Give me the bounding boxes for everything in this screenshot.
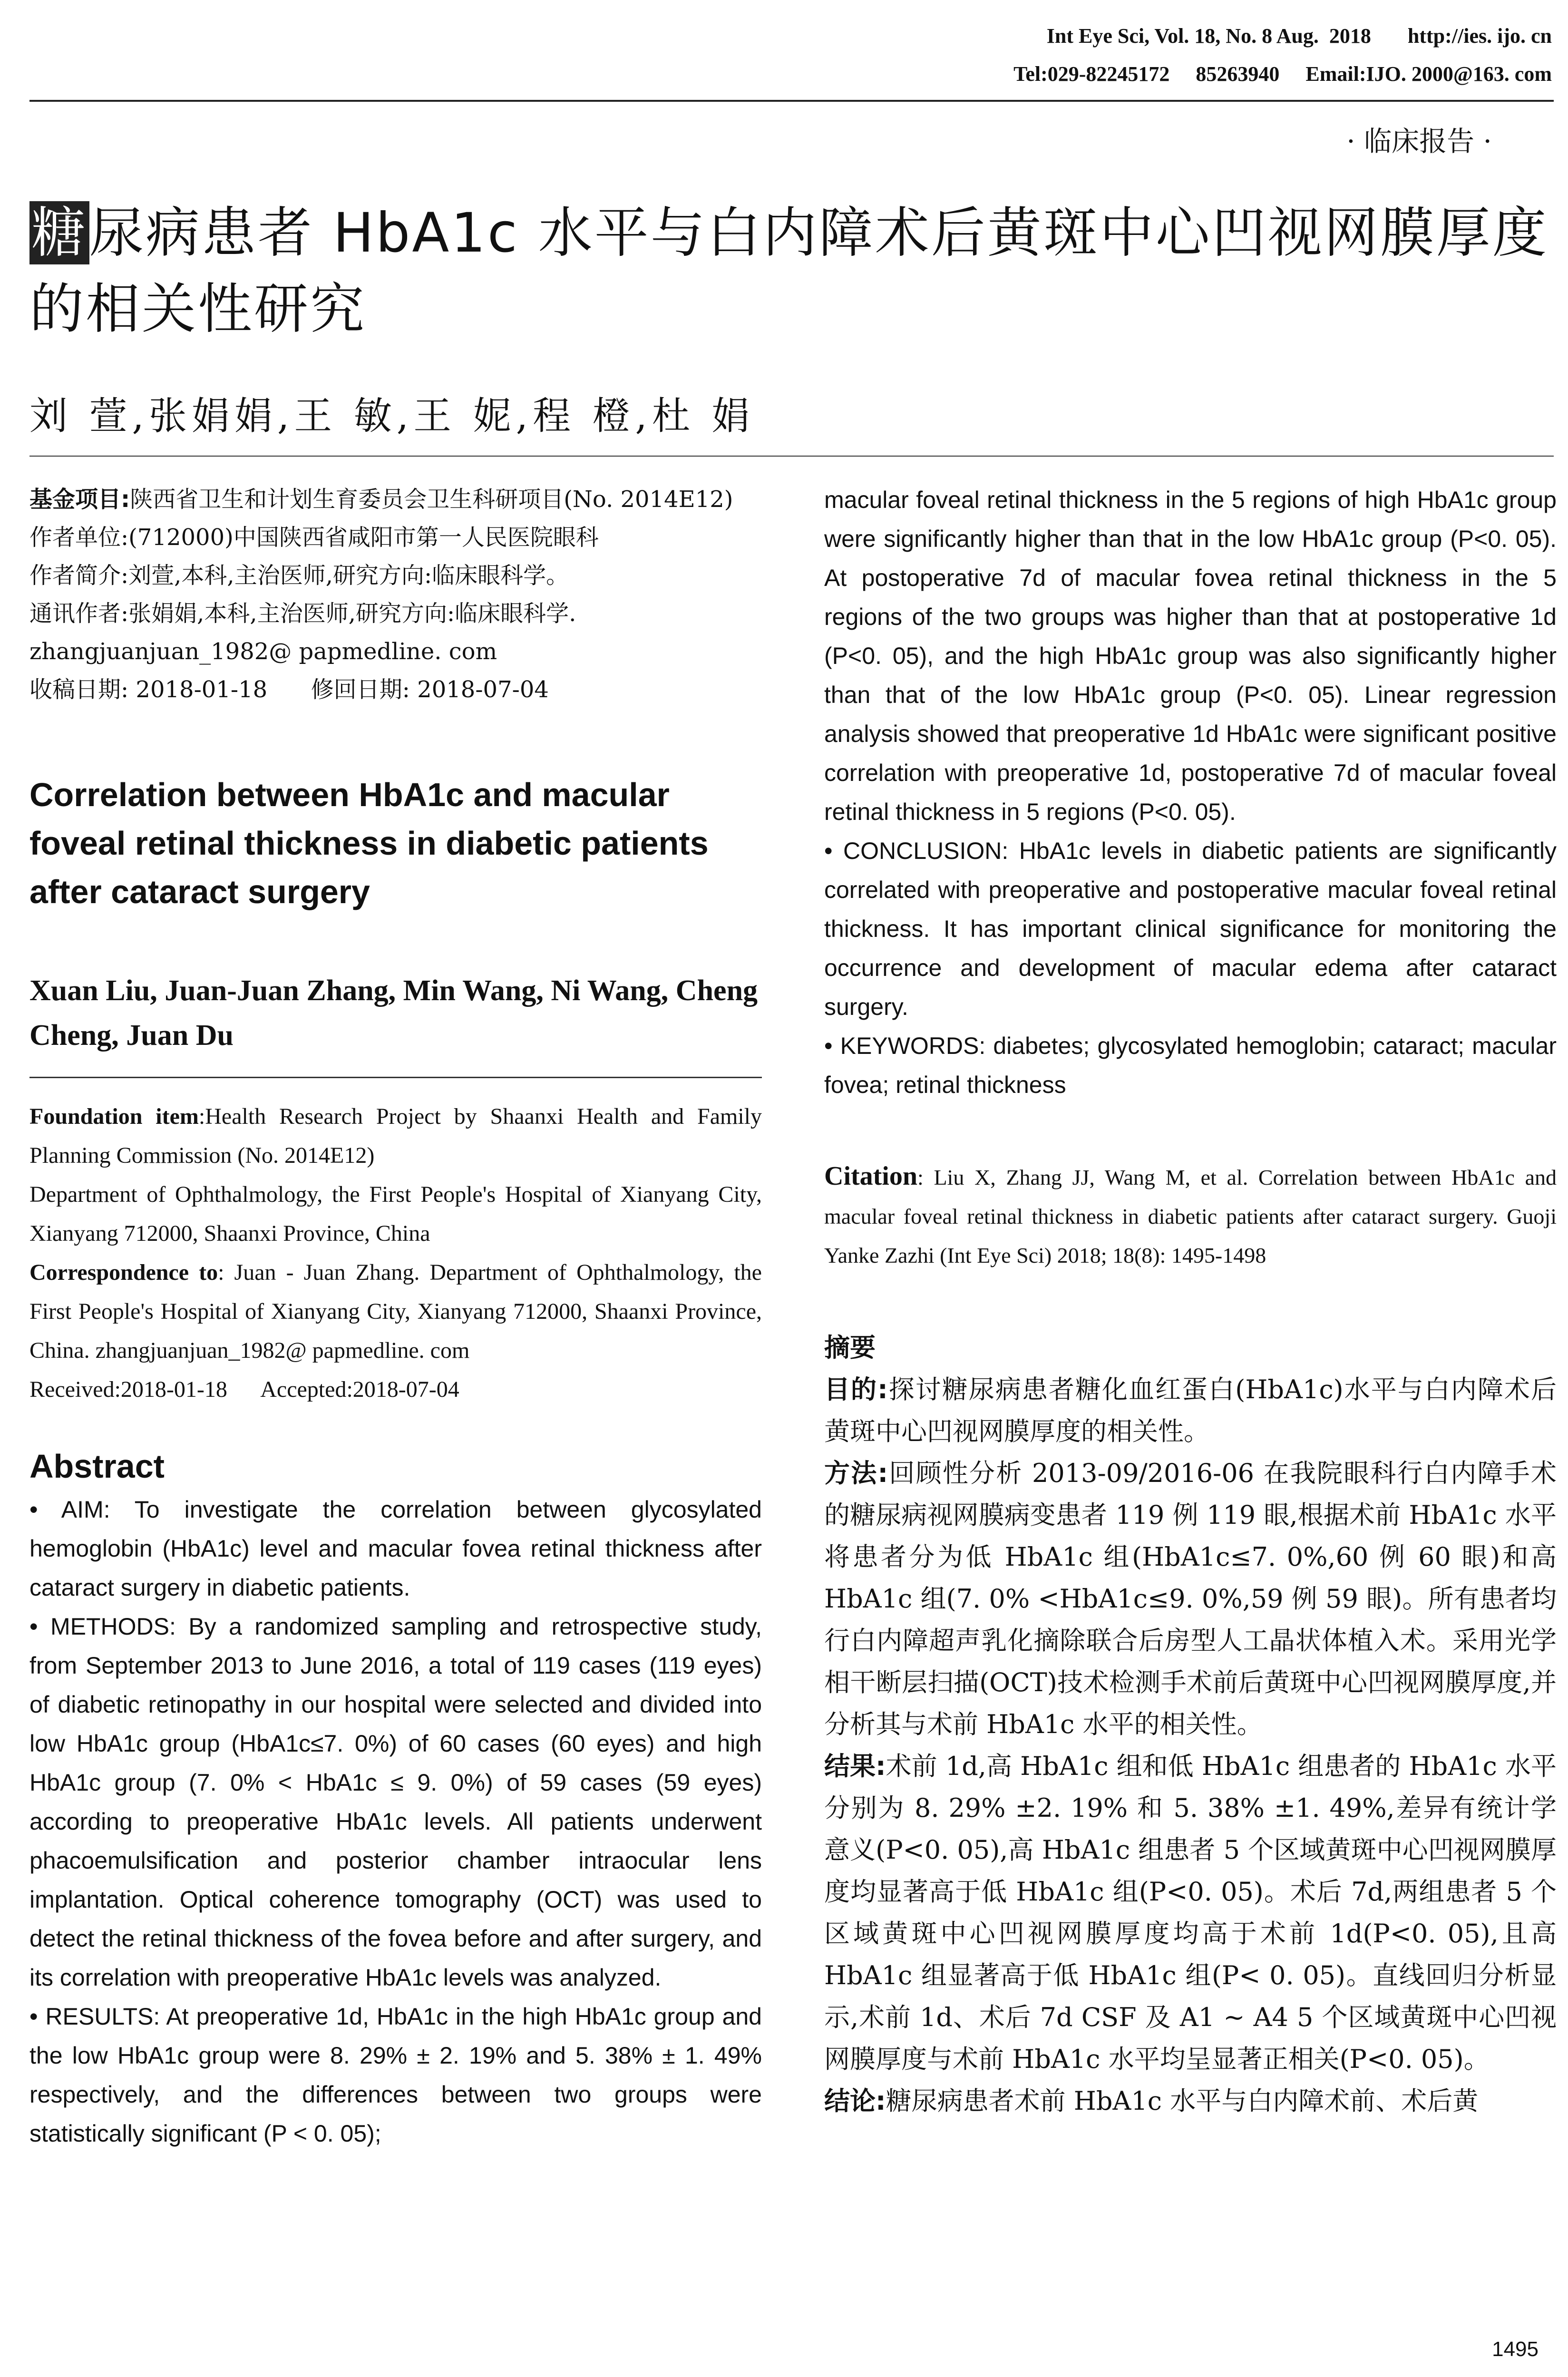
header-rule bbox=[29, 100, 1554, 102]
journal-header-line2: Tel:029-82245172 85263940 Email:IJO. 2000@163. com bbox=[1013, 62, 1552, 86]
citation-label: Citation bbox=[824, 1161, 917, 1191]
en-meta-correspondence: Correspondence to: Juan - Juan Zhang. Department of Ophthalmology, the First People's Hospital of Xianyang City, Xianyang 712000, Shaanxi Province, China. zhangjuanjuan_1982@ papmedline. com bbox=[29, 1260, 762, 1363]
abstract-aim: • AIM: To investigate the correlation between glycosylated hemoglobin (HbA1c) level and macular fovea retinal thickness after cataract surgery in diabetic patients. bbox=[29, 1496, 762, 1601]
abstract-methods: • METHODS: By a randomized sampling and retrospective study, from September 2013 to June 2016, a total of 119 cases (119 eyes) of diabetic retinopathy in our hospital were selected and divided into low HbA1c group (HbA1c≤7. 0%) of 60 cases (60 eyes) and high HbA1c group (7. 0% < HbA1c ≤ 9. 0%) of 59 cases (59 eyes) according to preoperative HbA1c levels. All patients underwent phacoemulsification and posterior chamber intraocular lens implantation. Optical coherence tomography (OCT) was used to detect the retinal thickness of the fovea before and after surgery, and its correlation with preoperative HbA1c levels was analyzed. bbox=[29, 1613, 762, 1991]
cn-abstract-aim: 目的:探讨糖尿病患者糖化血红蛋白(HbA1c)水平与白内障术后黄斑中心凹视网膜厚度的相关性。 bbox=[824, 1374, 1557, 1446]
citation-text: : Liu X, Zhang JJ, Wang M, et al. Correlation between HbA1c and macular foveal retinal thickness in diabetic patients after cataract surgery. Guoji Yanke Zazhi (Int Eye Sci) 2018; 18(8): 1495-1498 bbox=[824, 1165, 1557, 1267]
cn-meta-bio: 作者简介:刘萱,本科,主治医师,研究方向:临床眼科学。 bbox=[29, 562, 569, 589]
page-number: 1495 bbox=[1492, 2338, 1539, 2361]
authors-cn: 刘 萱,张娟娟,王 敏,王 妮,程 橙,杜 娟 bbox=[29, 394, 755, 438]
abstract-heading: Abstract bbox=[29, 1448, 165, 1485]
abstract-keywords: • KEYWORDS: diabetes; glycosylated hemoglobin; cataract; macular fovea; retinal thickness bbox=[824, 1033, 1557, 1098]
article-title-en: Correlation between HbA1c and macular foveal retinal thickness in diabetic patients after cataract surgery bbox=[29, 776, 709, 910]
article-title-cn bbox=[29, 195, 1551, 347]
cn-meta-block bbox=[29, 480, 762, 709]
cn-meta-affiliation: 作者单位:(712000)中国陕西省咸阳市第一人民医院眼科 bbox=[29, 524, 599, 551]
en-meta-department: Department of Ophthalmology, the First People's Hospital of Xianyang City, Xianyang 712000, Shaanxi Province, China bbox=[29, 1182, 762, 1246]
authors-en: Xuan Liu, Juan-Juan Zhang, Min Wang, Ni Wang, Cheng Cheng, Juan Du bbox=[29, 974, 758, 1052]
cn-meta-foundation: 基金项目:陕西省卫生和计划生育委员会卫生科研项目(No. 2014E12) bbox=[29, 486, 733, 513]
abstract-results-part1: • RESULTS: At preoperative 1d, HbA1c in the high HbA1c group and the low HbA1c group were 8. 29% ± 2. 19% and 5. 38% ± 1. 49% respectively, and the differences between two groups were statistically significant (P < 0. 05); bbox=[29, 2003, 762, 2147]
right-column bbox=[824, 480, 1557, 2122]
cn-meta-correspondence: 通讯作者:张娟娟,本科,主治医师,研究方向:临床眼科学. zhangjuanjuan_1982@ papmedline. com bbox=[29, 600, 576, 665]
left-column bbox=[29, 480, 762, 2153]
journal-header-line1: Int Eye Sci, Vol. 18, No. 8 Aug. 2018 http://ies. ijo. cn bbox=[1046, 24, 1552, 48]
section-tag: · 临床报告 · bbox=[1346, 125, 1492, 157]
citation bbox=[824, 1157, 1557, 1275]
abstract-conclusion: • CONCLUSION: HbA1c levels in diabetic patients are significantly correlated with preoperative and postoperative macular foveal retinal thickness. It has important clinical significance for monitoring the occurrence and development of macular edema after cataract surgery. bbox=[824, 838, 1557, 1020]
title-rest: 尿病患者 HbA1c 水平与白内障术后黄斑中心凹视网膜厚度的相关性研究 bbox=[29, 201, 1549, 341]
en-authors-rule bbox=[29, 1077, 762, 1078]
authors-rule bbox=[29, 456, 1554, 457]
en-meta-foundation: Foundation item:Health Research Project by Shaanxi Health and Family Planning Commission (No. 2014E12) bbox=[29, 1104, 762, 1168]
cn-abstract-conclusion: 结论:糖尿病患者术前 HbA1c 水平与白内障术前、术后黄 bbox=[824, 2086, 1479, 2116]
title-first-char: 糖 bbox=[29, 201, 89, 264]
abstract-results-part2: macular foveal retinal thickness in the 5 regions of high HbA1c group were significantly higher than that in the low HbA1c group (P<0. 05). At postoperative 7d of macular fovea retinal thickness in the 5 regions of the two groups was higher than that at postoperative 1d (P<0. 05), and the high HbA1c group was also significantly higher than that of the low HbA1c group (P<0. 05). Linear regression analysis showed that preoperative 1d HbA1c were significant positive correlation with preoperative 1d, postoperative 7d of macular foveal retinal thickness in 5 regions (P<0. 05). bbox=[824, 487, 1557, 825]
cn-abstract-heading: 摘要 bbox=[824, 1333, 876, 1363]
cn-abstract-results: 结果:术前 1d,高 HbA1c 组和低 HbA1c 组患者的 HbA1c 水平分别为 8. 29% ±2. 19% 和 5. 38% ±1. 49%,差异有统计学意义(P<0. 05),高 HbA1c 组患者 5 个区域黄斑中心凹视网膜厚度均显著高于低 HbA1c 组(P<0. 05)。术后 7d,两组患者 5 个区域黄斑中心凹视网膜厚度均高于术前 1d(P<0. 05),且高 HbA1c 组显著高于低 HbA1c 组(P< 0. 05)。直线回归分析显示,术前 1d、术后 7d CSF 及 A1 ~ A4 5 个区域黄斑中心凹视网膜厚度与术前 HbA1c 水平均呈显著正相关(P<0. 05)。 bbox=[824, 1751, 1557, 2074]
cn-abstract-methods: 方法:回顾性分析 2013-09/2016-06 在我院眼科行白内障手术的糖尿病视网膜病变患者 119 例 119 眼,根据术前 HbA1c 水平将患者分为低 HbA1c 组(HbA1c≤7. 0%,60 例 60 眼)和高 HbA1c 组(7. 0% <HbA1c≤9. 0%,59 例 59 眼)。所有患者均行白内障超声乳化摘除联合后房型人工晶状体植入术。采用光学相干断层扫描(OCT)技术检测手术前后黄斑中心凹视网膜厚度,并分析其与术前 HbA1c 水平的相关性。 bbox=[824, 1458, 1557, 1739]
en-meta-block bbox=[29, 1097, 762, 1409]
cn-meta-dates: 收稿日期: 2018-01-18 修回日期: 2018-07-04 bbox=[29, 676, 549, 703]
en-meta-dates: Received:2018-01-18 Accepted:2018-07-04 bbox=[29, 1377, 459, 1402]
